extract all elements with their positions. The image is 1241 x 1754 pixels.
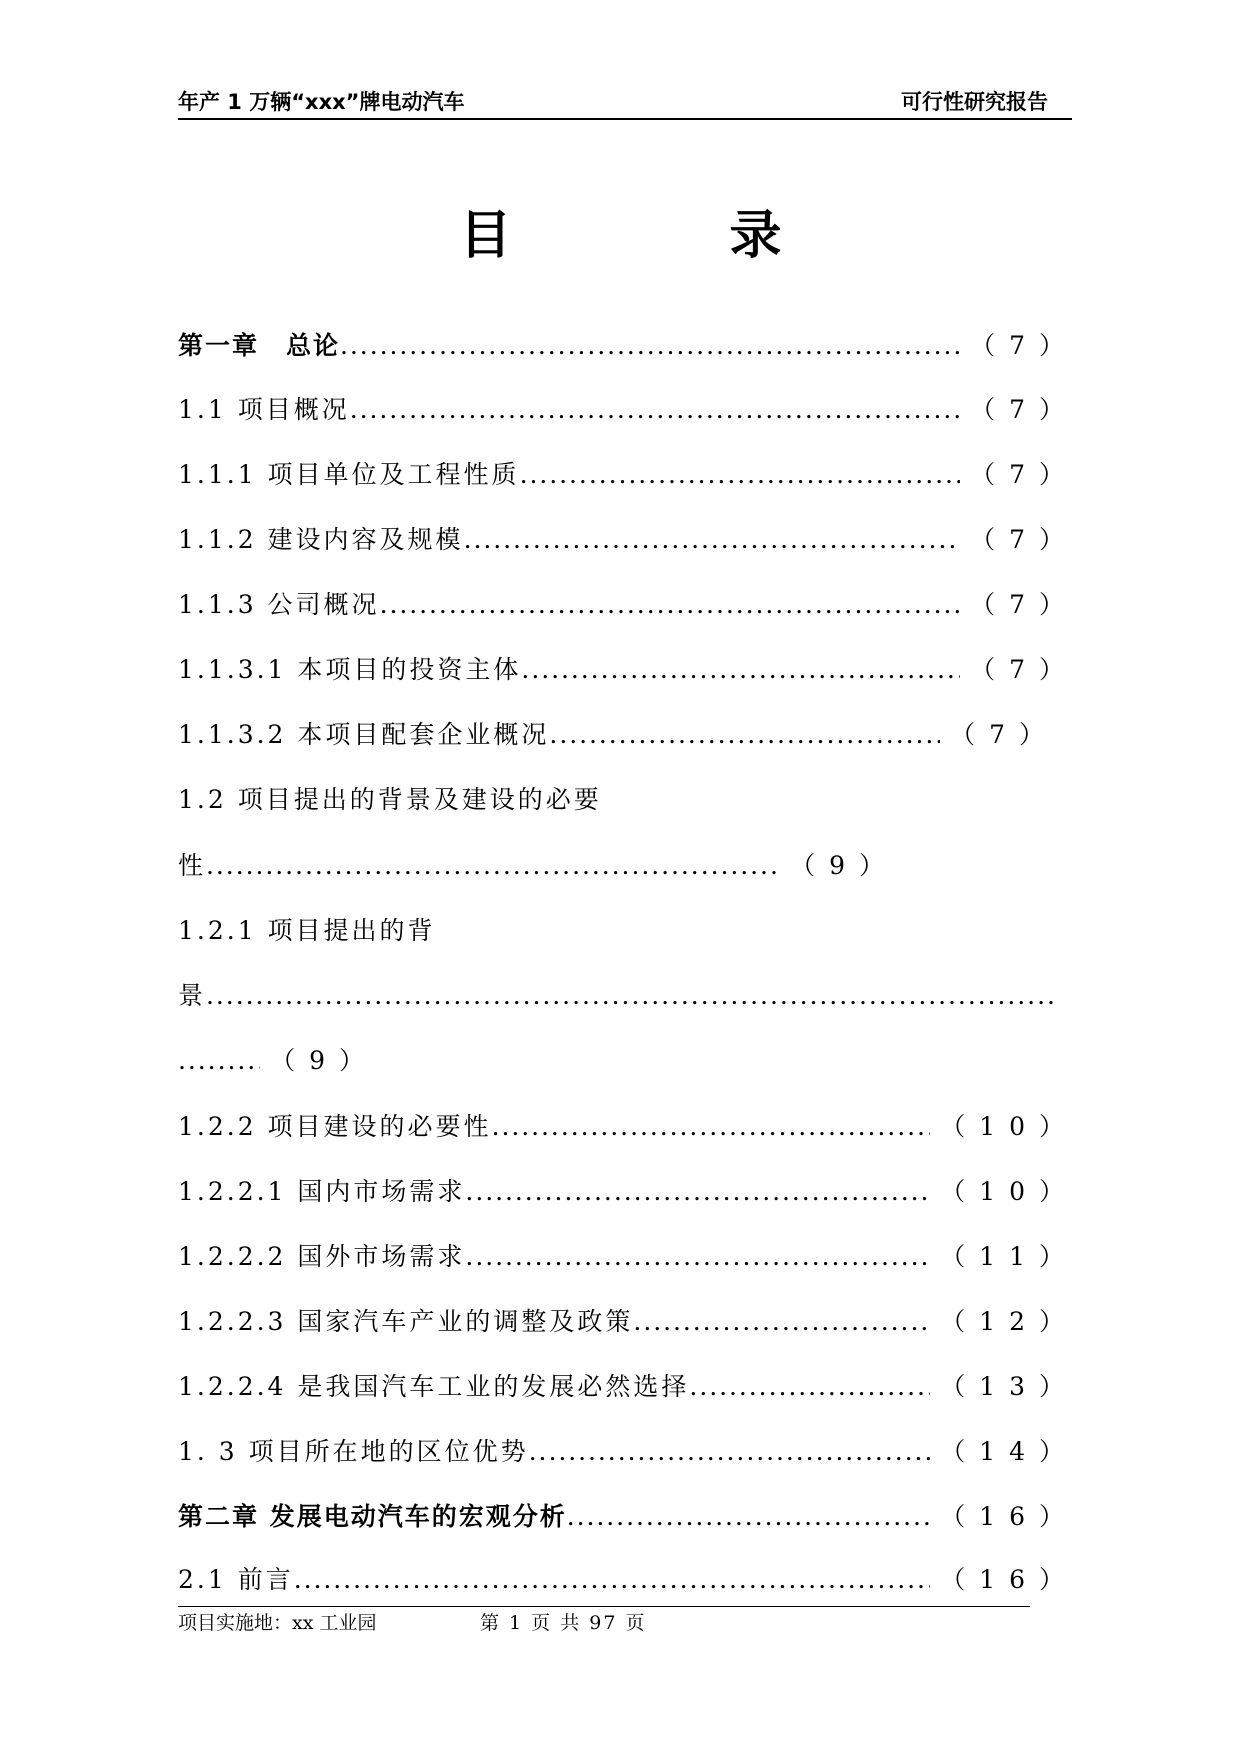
toc-leader-dots	[529, 1432, 931, 1472]
toc-entry-text: 1. 3 项目所在地的区位优势	[178, 1437, 529, 1466]
toc-entry[interactable]	[178, 585, 1078, 625]
toc-entry-continuation: 景	[178, 981, 207, 1010]
header-project-title: 年产 1 万辆“xxx”牌电动汽车	[178, 90, 465, 114]
toc-leader-dots	[521, 650, 960, 690]
toc-entry[interactable]	[178, 1041, 378, 1081]
toc-entry-page: （10）	[940, 1177, 1078, 1206]
footer-divider	[178, 1606, 1030, 1607]
toc-entry-text: 2.1 前言	[178, 1565, 294, 1594]
toc-entry[interactable]	[178, 326, 1078, 366]
toc-entry-page: （7）	[970, 331, 1078, 360]
header-report-type: 可行性研究报告	[901, 90, 1048, 114]
toc-entry-page: （12）	[940, 1307, 1078, 1336]
toc-entry-text: 1.2.2.2 国外市场需求	[178, 1242, 466, 1271]
toc-entry-page: （9）	[270, 1046, 378, 1075]
toc-entry-text: 1.1.3 公司概况	[178, 590, 380, 619]
toc-entry-page: （7）	[970, 590, 1078, 619]
toc-leader-dots	[492, 1107, 931, 1147]
toc-entry[interactable]	[178, 1237, 1078, 1277]
footer-page-number: 第 1 页 共 97 页	[480, 1612, 647, 1634]
toc-entry-text: 1.1.1 项目单位及工程性质	[178, 460, 520, 489]
toc-entry[interactable]	[178, 520, 1078, 560]
toc-entry-text: 1.1.2 建设内容及规模	[178, 525, 464, 554]
toc-entry-text: 1.2.2.3 国家汽车产业的调整及政策	[178, 1307, 634, 1336]
toc-leader-dots	[520, 455, 961, 495]
toc-entry-page: （10）	[940, 1112, 1078, 1141]
toc-entry[interactable]	[178, 846, 898, 886]
toc-leader-dots	[340, 326, 960, 366]
toc-entry[interactable]	[178, 976, 1058, 1016]
toc-entry-page: （7）	[970, 525, 1078, 554]
toc-entry[interactable]	[178, 1172, 1078, 1212]
toc-entry[interactable]	[178, 1560, 1078, 1600]
footer-location: 项目实施地：xx 工业园	[178, 1612, 377, 1634]
toc-entry-text: 1.2.2.4 是我国汽车工业的发展必然选择	[178, 1372, 690, 1401]
toc-entry-text: 1.1 项目概况	[178, 395, 350, 424]
toc-leader-dots	[294, 1560, 930, 1600]
toc-entry-text[interactable]: 1.2.1 项目提出的背	[178, 916, 436, 945]
toc-entry-page: （7）	[970, 460, 1078, 489]
toc-entry-text: 1.2.2 项目建设的必要性	[178, 1112, 492, 1141]
toc-title: 目 录	[459, 206, 882, 266]
toc-entry[interactable]	[178, 1107, 1078, 1147]
toc-entry[interactable]	[178, 1367, 1078, 1407]
toc-leader-dots	[567, 1497, 930, 1537]
toc-entry-text: 1.1.3.2 本项目配套企业概况	[178, 720, 550, 749]
toc-leader-dots	[206, 976, 1058, 1016]
toc-entry[interactable]	[178, 1432, 1078, 1472]
toc-entry-text: 1.2.2.1 国内市场需求	[178, 1177, 466, 1206]
toc-entry-page: （13）	[940, 1372, 1078, 1401]
toc-entry[interactable]	[178, 455, 1078, 495]
toc-leader-dots	[465, 1237, 930, 1277]
toc-leader-dots	[178, 1041, 260, 1081]
page-header	[178, 88, 1072, 120]
toc-leader-dots	[689, 1367, 930, 1407]
toc-entry-continuation: 性	[178, 851, 207, 880]
toc-entry-page: （11）	[940, 1242, 1078, 1271]
toc-entry[interactable]	[178, 650, 1078, 690]
toc-leader-dots	[350, 390, 960, 430]
toc-leader-dots	[465, 1172, 930, 1212]
toc-entry-text[interactable]: 1.2 项目提出的背景及建设的必要	[178, 785, 602, 814]
toc-entry-page: （9）	[790, 851, 898, 880]
toc-leader-dots	[549, 715, 940, 755]
toc-leader-dots	[633, 1302, 930, 1342]
toc-entry-page: （7）	[970, 395, 1078, 424]
toc-leader-dots	[464, 520, 961, 560]
toc-entry-text: 1.1.3.1 本项目的投资主体	[178, 655, 522, 684]
toc-entry-text: 第二章 发展电动汽车的宏观分析	[178, 1502, 567, 1531]
toc-entry-page: （16）	[940, 1565, 1078, 1594]
toc-leader-dots	[206, 846, 780, 886]
toc-entry-text: 第一章 总论	[178, 331, 341, 360]
toc-entry[interactable]	[178, 1302, 1078, 1342]
toc-leader-dots	[380, 585, 961, 625]
toc-entry-page: （16）	[940, 1502, 1078, 1531]
toc-entry[interactable]	[178, 390, 1078, 430]
toc-entry[interactable]	[178, 715, 1058, 755]
toc-entry[interactable]	[178, 1497, 1078, 1537]
toc-entry-page: （14）	[940, 1437, 1078, 1466]
toc-entry-page: （7）	[950, 720, 1058, 749]
toc-entry-page: （7）	[970, 655, 1078, 684]
